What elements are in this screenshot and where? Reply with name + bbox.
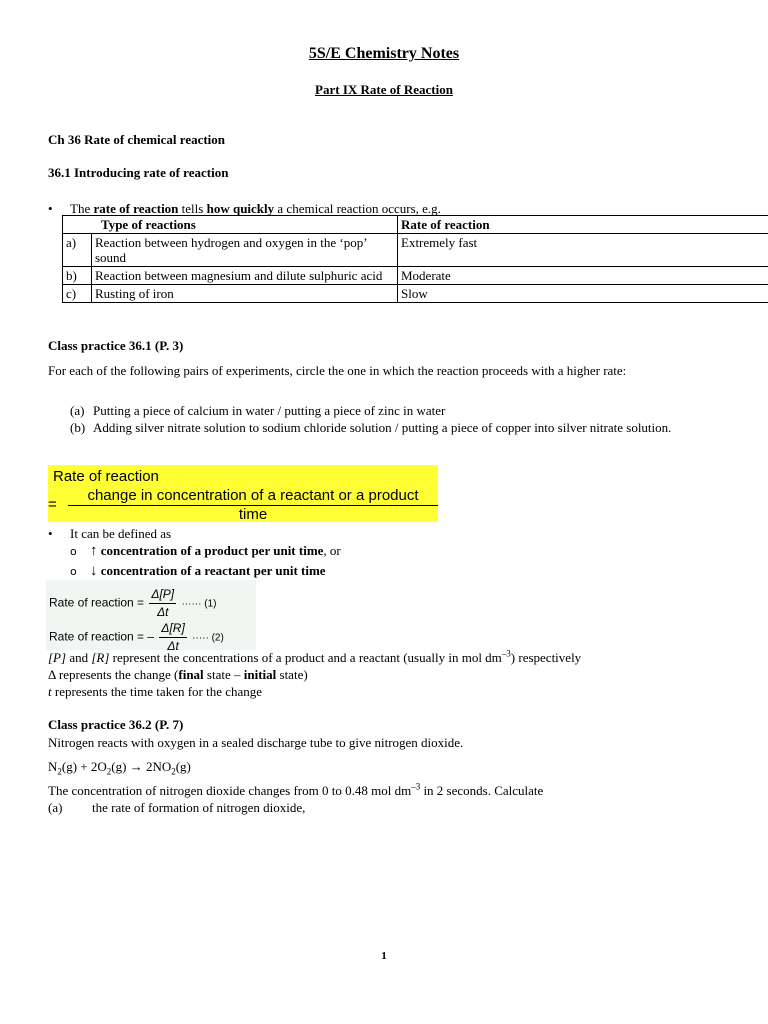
- practice1-heading: Class practice 36.1 (P. 3): [48, 338, 184, 353]
- circle-bullet-icon: o: [70, 565, 77, 578]
- explain-line-1: [P] and [R] represent the concentrations of a product and a reactant (usually in mol $dm^{-3}$) respectively: [48, 648, 582, 665]
- defined-as-intro: It can be defined as: [70, 526, 172, 541]
- bullet-icon: •: [48, 526, 53, 541]
- row-type: Reaction between magnesium and dilute sulphuric acid: [92, 267, 398, 285]
- table-row: [63, 234, 768, 267]
- formula-2: Rate of reaction = – $\frac{\Delta[R]}{\Delta t}$ ····· (2): [49, 621, 224, 653]
- question-a-label: (a): [48, 800, 63, 815]
- rate-formulas: [46, 580, 256, 653]
- chapter-heading: Ch 36 Rate of chemical reaction: [48, 132, 226, 147]
- question-a-text: the rate of formation of nitrogen dioxide,: [92, 800, 306, 815]
- part-title: Part IX Rate of Reaction: [315, 82, 453, 97]
- item-label: (a): [70, 403, 85, 418]
- bullet-icon: •: [48, 201, 53, 216]
- row-letter: a): [63, 234, 92, 267]
- section-heading: 36.1 Introducing rate of reaction: [48, 165, 229, 180]
- explain-line-2: Δ represents the change (final state – initial state): [48, 667, 308, 682]
- intro-sentence: The rate of reaction tells how quickly a chemical reaction occurs, e.g.: [70, 201, 441, 216]
- definition-denominator: time: [238, 506, 268, 523]
- table-header-rate: Rate of reaction: [398, 216, 768, 234]
- table-header-row: [63, 216, 768, 234]
- formula-1: Rate of reaction = $\frac{\Delta[P]}{\Delta t}$ ······ (1): [49, 587, 217, 619]
- circle-bullet-icon: o: [70, 545, 77, 558]
- definition-item: ↑ concentration of a product per unit time, or: [90, 543, 341, 559]
- row-rate: Moderate: [398, 267, 768, 285]
- definition-numerator: change in concentration of a reactant or a product: [68, 486, 438, 506]
- row-rate: Slow: [398, 285, 768, 303]
- row-type: Reaction between hydrogen and oxygen in the ‘pop’ sound: [92, 234, 398, 267]
- definition-item: ↓ concentration of a reactant per unit time: [90, 563, 326, 579]
- definition-equals: =: [48, 496, 57, 513]
- practice2-text: Nitrogen reacts with oxygen in a sealed discharge tube to give nitrogen dioxide.: [48, 735, 464, 750]
- practice1-instruction: For each of the following pairs of experiments, circle the one in which the reaction proceeds with a higher rate:: [48, 363, 627, 378]
- definition-line1: Rate of reaction: [53, 468, 159, 485]
- reaction-types-table: [62, 215, 768, 303]
- rate-definition-box: [48, 465, 438, 522]
- item-label: (b): [70, 420, 86, 435]
- document-title: 5S/E Chemistry Notes: [308, 45, 460, 62]
- item-text: Putting a piece of calcium in water / putting a piece of zinc in water: [93, 403, 446, 418]
- row-letter: b): [63, 267, 92, 285]
- reaction-equation: $N_2(g) + 2O_2(g) \to 2NO_2(g)$: [48, 759, 191, 777]
- table-header-type: Type of reactions: [63, 216, 398, 234]
- item-text: Adding silver nitrate solution to sodium chloride solution / putting a piece of copper into silver nitrate solution.: [93, 420, 672, 435]
- down-arrow-icon: ↓: [90, 563, 98, 579]
- practice2-heading: Class practice 36.2 (P. 7): [48, 717, 184, 732]
- table-row: [63, 285, 768, 303]
- concentration-text: The concentration of nitrogen dioxide changes from 0 to 0.48 mol $dm^{-3}$ in 2 seconds. Calculate: [48, 781, 544, 798]
- row-type: Rusting of iron: [92, 285, 398, 303]
- up-arrow-icon: ↑: [90, 543, 98, 559]
- table-row: [63, 267, 768, 285]
- explain-line-3: t represents the time taken for the change: [48, 684, 263, 699]
- page-number: 1: [381, 950, 387, 962]
- row-letter: c): [63, 285, 92, 303]
- row-rate: Extremely fast: [398, 234, 768, 267]
